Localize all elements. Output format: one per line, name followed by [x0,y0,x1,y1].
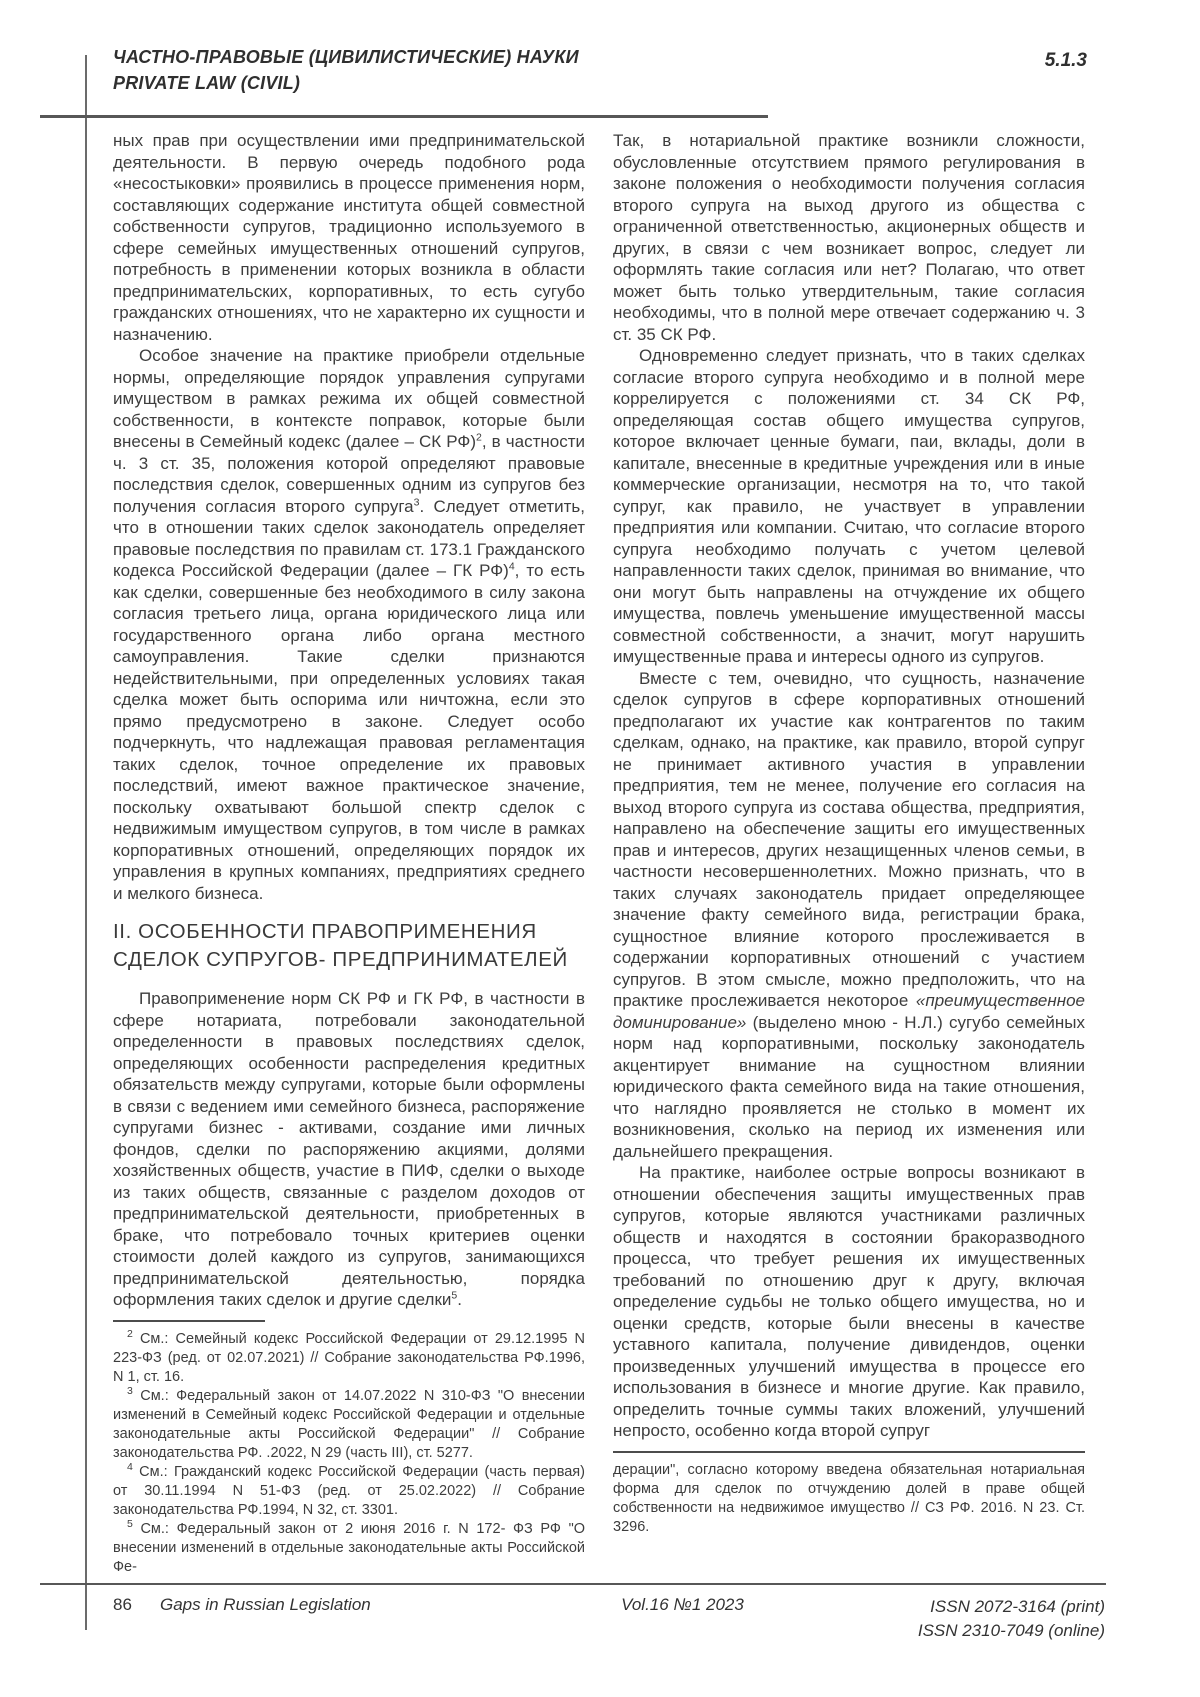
issn-print: ISSN 2072-3164 (print) [930,1597,1105,1616]
issn-block [845,1595,1105,1643]
footnote [113,1384,585,1463]
footnote [113,1460,585,1520]
paragraph-text: Особое значение на практике приобрели отдельные нормы, определяющие порядок управления супругами имуществом в рамках режима их общей совместной собственности, в контексте поправок, которые были внесены в Семейный кодекс (далее – СК РФ) [113,346,585,451]
footnote-number: 2 [127,1327,133,1340]
footnote-continuation [613,1461,1085,1537]
footer-divider-rule [40,1583,1106,1585]
body-paragraph [113,345,585,904]
body-paragraph [613,130,1085,345]
journal-title: Gaps in Russian Legislation [160,1595,371,1614]
paragraph-text: На практике, наиболее острые вопросы возникают в отношении обеспечения защиты имущественных прав супругов, которые являются участниками различных обществ и находятся в состоянии бракоразводного процесса, что требует решения их имущественных требований по отношению друг к другу, включая определение судьбы не только общего имущества, но и оценки средств, которые были внесены в качестве уставного капитала, получение дивидендов, оценки произведенных улучшений имущества в процессе его использования в бизнесе и многие другие. Как правило, определить точные суммы таких вложений, улучшений непросто, особенно когда второй супруг [613,1163,1085,1440]
section-heading-line1: II. ОСОБЕННОСТИ ПРАВОПРИМЕНЕНИЯ [113,920,537,943]
footnote [113,1517,585,1577]
footnote-separator [113,1320,265,1322]
paragraph-text: Вместе с тем, очевидно, что сущность, назначение сделок супругов в сфере корпоративных отношений предполагают их участие как контрагентов по таким сделкам, однако, на практике, как правило, второй супруг не принимает активного участия в управлении предприятия, тем не менее, получение его согласия на выход второго супруга из состава общества, предприятия, направлено на обеспечение защиты его имущественных прав и интересов, других незащищенных членов семьи, в частности несовершеннолетних. Можно признать, что в таких случаях законодатель придает определяющее значение факту семейного вида, регистрации брака, сущностное влияние которого прослеживается в содержании корпоративных отношений с участием супругов. В этом смысле, можно предположить, что на практике прослеживается некоторое [613,668,1085,1010]
emphasized-phrase: «преимущественное доминирование» [613,991,1085,1032]
footnote-ref: 2 [476,431,482,444]
specialty-code: 5.1.3 [1044,50,1087,71]
paragraph-text: (выделено мною - Н.Л.) сугубо семейных норм над корпоративными, поскольку законодатель акцентирует внимание на сущностном влиянии юридического факта семейного вида на такие отношения, что наглядно проявляется не столько в момент их возникновения, сколько на период их изменения или дальнейшего прекращения. [613,1012,1085,1161]
body-paragraph [613,1162,1085,1442]
footnote-number: 5 [127,1517,133,1530]
footnote-continuation-separator [613,1451,1085,1453]
body-paragraph [113,130,585,345]
paragraph-text: , то есть как сделки, совершенные без необходимого в силу закона согласия третьего лица, органа юридического лица или государственного органа либо органа местного самоуправления. Такие сделки признаются недействительными, при определенных условиях такая сделка может быть оспорима или ничтожна, если это прямо предусмотрено в законе. Следует особо подчеркнуть, что надлежащая правовая регламентация таких сделок, точное определение их правовых последствий, имеют важное практическое значение, поскольку охватывают большой спектр сделок с недвижимым имуществом супругов, в том числе в рамках корпоративных отношений, определяющих порядок их управления в крупных компаниях, предприятиях среднего и мелкого бизнеса. [113,561,585,903]
page-footer [113,1595,1105,1643]
footnote [113,1327,585,1387]
footnote-number: 3 [127,1384,133,1397]
body-paragraph [613,668,1085,1163]
section-heading [113,918,585,973]
footnote-continuation-block [613,1461,1085,1537]
body-paragraph [613,345,1085,668]
footnote-number: 4 [127,1460,133,1473]
paragraph-text: . Следует отметить, что в отношении таких сделок законодатель определяет правовые последствия по правилам ст. 173.1 Гражданского кодекса Российской Федерации (далее – ГК РФ) [113,496,585,580]
footnote-ref: 4 [508,560,515,573]
body-paragraph [113,988,585,1311]
paragraph-text: . [457,1290,462,1309]
left-column [113,130,585,1577]
paragraph-text: Правоприменение норм СК РФ и ГК РФ, в частности в сфере нотариата, потребовали законодательной определенности в правовых последствиях сделок, определяющих особенности распределения кредитных обязательств между супругами, которые были оформлены в связи с ведением ими семейного бизнеса, распоряжение супругами бизнес - активами, создание ими личных фондов, сделки по распоряжению акциями, долями хозяйственных обществ, участие в ПИФ, сделки о выходе из таких обществ, связанные с разделом доходов от предпринимательской деятельности, приобретенных в браке, что потребовало точных критериев оценки стоимости долей каждого из супругов, занимающихся предпринимательской деятельностью, порядка оформления таких сделок и другие сделки [113,989,585,1309]
running-head-en: PRIVATE LAW (CIVIL) [113,73,301,93]
footnotes-block [113,1327,585,1577]
issn-online: ISSN 2310-7049 (online) [917,1621,1105,1640]
footnote-text: См.: Федеральный закон от 2 июня 2016 г. N 172- ФЗ РФ "О внесении изменений в отдельные законодательные акты Российской Фе- [113,1520,585,1575]
footnote-text: См.: Гражданский кодекс Российской Федерации (часть первая) от 30.11.1994 N 51-ФЗ (ред. от 25.02.2022) // Собрание законодательства РФ.1994, N 32, ст. 3301. [113,1463,585,1518]
footnote-ref: 3 [413,495,420,508]
footnote-text: См.: Семейный кодекс Российской Федерации от 29.12.1995 N 223-ФЗ (ред. от 02.07.2021) // Собрание законодательства РФ.1996, N 1, ст. 16. [113,1330,585,1385]
footnote-text: См.: Федеральный закон от 14.07.2022 N 310-ФЗ "О внесении изменений в Семейный кодекс Российской Федерации и отдельные законодательные акты Российской Федерации" // Собрание законодательства РФ. .2022, N 29 (часть III), ст. 5277. [113,1387,585,1461]
running-head-ru: ЧАСТНО-ПРАВОВЫЕ (ЦИВИЛИСТИЧЕСКИЕ) НАУКИ [113,47,579,67]
header-divider-rule [40,115,768,118]
footnote-ref: 5 [451,1289,458,1302]
left-margin-rule [85,55,87,1630]
running-head [113,44,813,96]
right-column [613,130,1085,1537]
issue-info: Vol.16 №1 2023 [621,1595,744,1614]
footnote-text: дерации", согласно которому введена обязательная нотариальная форма для сделок по отчуждению долей в праве общей собственности на недвижимое имущество // СЗ РФ. 2016. N 23. Ст. 3296. [613,1461,1085,1535]
section-heading-line2: СДЕЛОК СУПРУГОВ- ПРЕДПРИНИМАТЕЛЕЙ [113,947,568,971]
paragraph-text: , в частности ч. 3 ст. 35, положения которой определяют правовые последствия сделок, совершенных одним из супругов без получения согласия второго супруга [113,432,585,516]
page-number: 86 [113,1595,132,1614]
paragraph-text: Так, в нотариальной практике возникли сложности, обусловленные отсутствием прямого регулирования в законе положения о необходимости получения согласия второго супруга на выход другого из общества с ограниченной ответственностью, акционерных обществ и других, в связи с чем возникает вопрос, следует ли оформлять такие согласия или нет? Полагаю, что ответ может быть только утвердительным, такие согласия необходимы, что в полной мере отвечает содержанию ч. 3 ст. 35 СК РФ. [613,131,1085,344]
paragraph-text: Одновременно следует признать, что в таких сделках согласие второго супруга необходимо и в полной мере коррелируется с положениями ст. 34 СК РФ, определяющая состав общего имущества супругов, которое включает ценные бумаги, паи, вклады, доли в капитале, внесенные в кредитные учреждения или в иные коммерческие организации, несмотря на то, что такой супруг, как правило, не участвует в управлении предприятия или компании. Считаю, что согласие второго супруга необходимо получать с учетом целевой направленности таких сделок, принимая во внимание, что они могут быть направлены на отчуждение их общего имущества, повлечь уменьшение имущественной массы совместной собственности, а значит, могут нарушить имущественные права и интересы одного из супругов. [613,346,1085,666]
paragraph-text: ных прав при осуществлении ими предпринимательской деятельности. В первую очередь подобного рода «несостыковки» проявились в процессе применения норм, составляющих содержание института общей совместной собственности супругов, традиционно используемого в сфере семейных имущественных отношений супругов, потребность в применении которых возникла в области предпринимательских, корпоративных, то есть сугубо гражданских отношениях, что не характерно их сущности и назначению. [113,131,585,344]
